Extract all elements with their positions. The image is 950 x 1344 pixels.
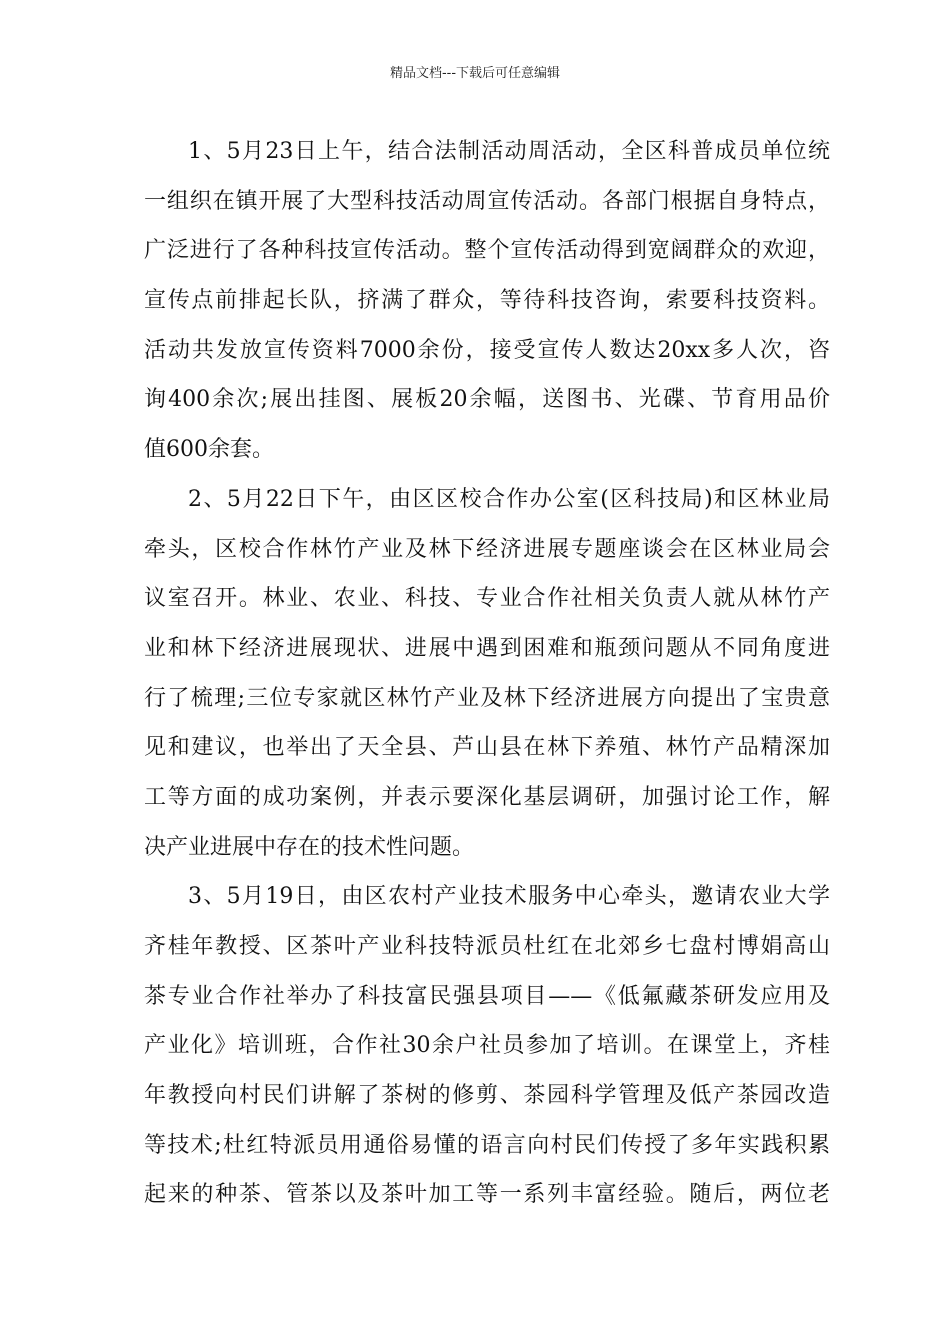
paragraph-line: 业和林下经济进展现状、进展中遇到困难和瓶颈问题从不同角度进 bbox=[144, 635, 830, 661]
paragraph-line: 议室召开。林业、农业、科技、专业合作社相关负责人就从林竹产 bbox=[144, 586, 830, 612]
paragraph-line: 年教授向村民们讲解了茶树的修剪、茶园科学管理及低产茶园改造 bbox=[144, 1083, 830, 1109]
paragraph-line: 茶专业合作社举办了科技富民强县项目——《低氟藏茶研发应用及 bbox=[144, 983, 830, 1009]
paragraph-line: 行了梳理;三位专家就区林竹产业及林下经济进展方向提出了宝贵意 bbox=[144, 685, 830, 711]
paragraph-line: 1、5月23日上午，结合法制活动周活动，全区科普成员单位统 bbox=[188, 139, 830, 164]
paragraph-line: 3、5月19日，由区农村产业技术服务中心牵头，邀请农业大学 bbox=[188, 884, 830, 910]
paragraph-line: 询400余次;展出挂图、展板20余幅，送图书、光碟、节育用品价 bbox=[144, 387, 830, 413]
paragraph-3 bbox=[144, 878, 830, 1226]
paragraph-2 bbox=[144, 481, 830, 879]
paragraph-line: 值600余套。 bbox=[144, 437, 274, 463]
paragraph-line: 宣传点前排起长队，挤满了群众，等待科技咨询，索要科技资料。 bbox=[144, 288, 830, 314]
paragraph-line: 产业化》培训班，合作社30余户社员参加了培训。在课堂上，齐桂 bbox=[144, 1033, 830, 1059]
paragraph-line: 齐桂年教授、区茶叶产业科技特派员杜红在北郊乡七盘村博娟高山 bbox=[144, 934, 830, 959]
paragraph-line: 2、5月22日下午，由区区校合作办公室(区科技局)和区林业局 bbox=[188, 486, 830, 512]
paragraph-1 bbox=[144, 133, 830, 481]
paragraph-line: 见和建议，也举出了天全县、芦山县在林下养殖、林竹产品精深加 bbox=[144, 735, 830, 761]
document-body bbox=[144, 133, 830, 1226]
paragraph-line: 等技术;杜红特派员用通俗易懂的语言向村民们传授了多年实践积累 bbox=[144, 1132, 830, 1158]
paragraph-line: 决产业进展中存在的技术性问题。 bbox=[144, 834, 475, 860]
paragraph-line: 广泛进行了各种科技宣传活动。整个宣传活动得到宽阔群众的欢迎， bbox=[144, 238, 830, 264]
paragraph-line: 活动共发放宣传资料7000余份，接受宣传人数达20xx多人次，咨 bbox=[144, 337, 830, 363]
paragraph-line: 工等方面的成功案例，并表示要深化基层调研，加强讨论工作，解 bbox=[144, 784, 830, 810]
page-header: 精品文档---下载后可任意编辑 bbox=[389, 66, 561, 81]
paragraph-line: 牵头，区校合作林竹产业及林下经济进展专题座谈会在区林业局会 bbox=[144, 536, 830, 562]
paragraph-line: 一组织在镇开展了大型科技活动周宣传活动。各部门根据自身特点， bbox=[144, 188, 830, 214]
paragraph-line: 起来的种茶、管茶以及茶叶加工等一系列丰富经验。随后，两位老 bbox=[144, 1182, 830, 1208]
